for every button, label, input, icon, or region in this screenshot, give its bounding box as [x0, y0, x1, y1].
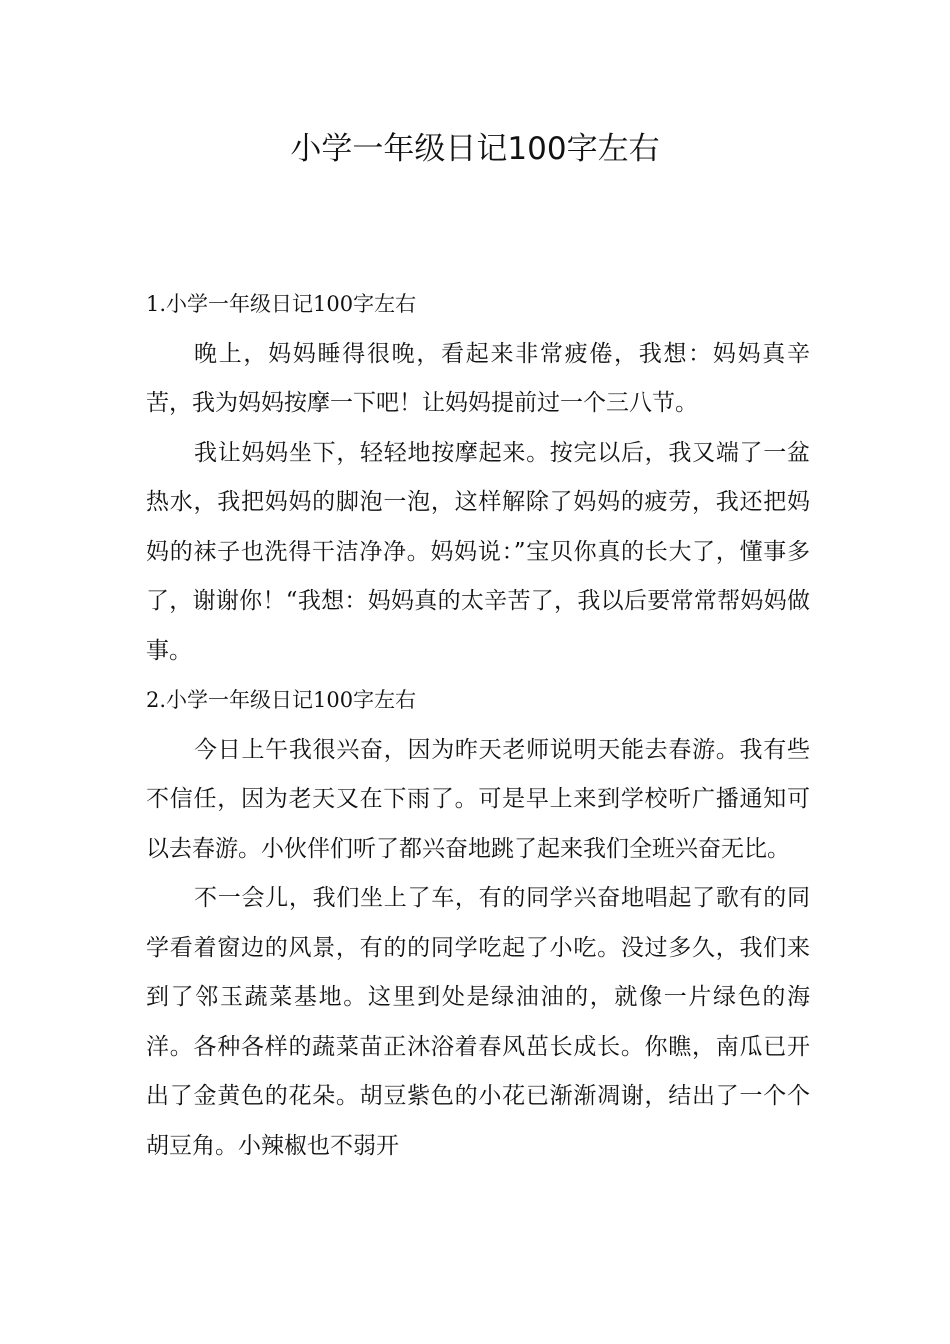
paragraph: 今日上午我很兴奋，因为昨天老师说明天能去春游。我有些不信任，因为老天又在下雨了。可是早上来到学校听广播通知可以去春游。小伙伴们听了都兴奋地跳了起来我们全班兴奋无比。: [146, 736, 810, 862]
document-title: 小学一年级日记100字左右: [290, 131, 660, 167]
section-heading-1: 1.小学一年级日记100字左右: [146, 292, 417, 316]
paragraph: 晚上，妈妈睡得很晚，看起来非常疲倦，我想：妈妈真辛苦，我为妈妈按摩一下吧！让妈妈提前过一个三八节。: [146, 340, 810, 416]
paragraph: 不一会儿，我们坐上了车，有的同学兴奋地唱起了歌有的同学看着窗边的风景，有的的同学吃起了小吃。没过多久，我们来到了邻玉蔬菜基地。这里到处是绿油油的，就像一片绿色的海洋。各种各样的蔬菜苗正沐浴着春风茁长成长。你瞧，南瓜已开出了金黄色的花朵。胡豆紫色的小花已渐渐凋谢，结出了一个个胡豆角。小辣椒也不弱开: [146, 885, 810, 1159]
document-body: [146, 280, 810, 1171]
section-heading-2: 2.小学一年级日记100字左右: [146, 688, 417, 712]
paragraph: 我让妈妈坐下，轻轻地按摩起来。按完以后，我又端了一盆热水，我把妈妈的脚泡一泡，这样解除了妈妈的疲劳，我还把妈妈的袜子也洗得干洁净净。妈妈说：”宝贝你真的长大了，懂事多了，谢谢你！“我想：妈妈真的太辛苦了，我以后要常常帮妈妈做事。: [146, 439, 810, 664]
